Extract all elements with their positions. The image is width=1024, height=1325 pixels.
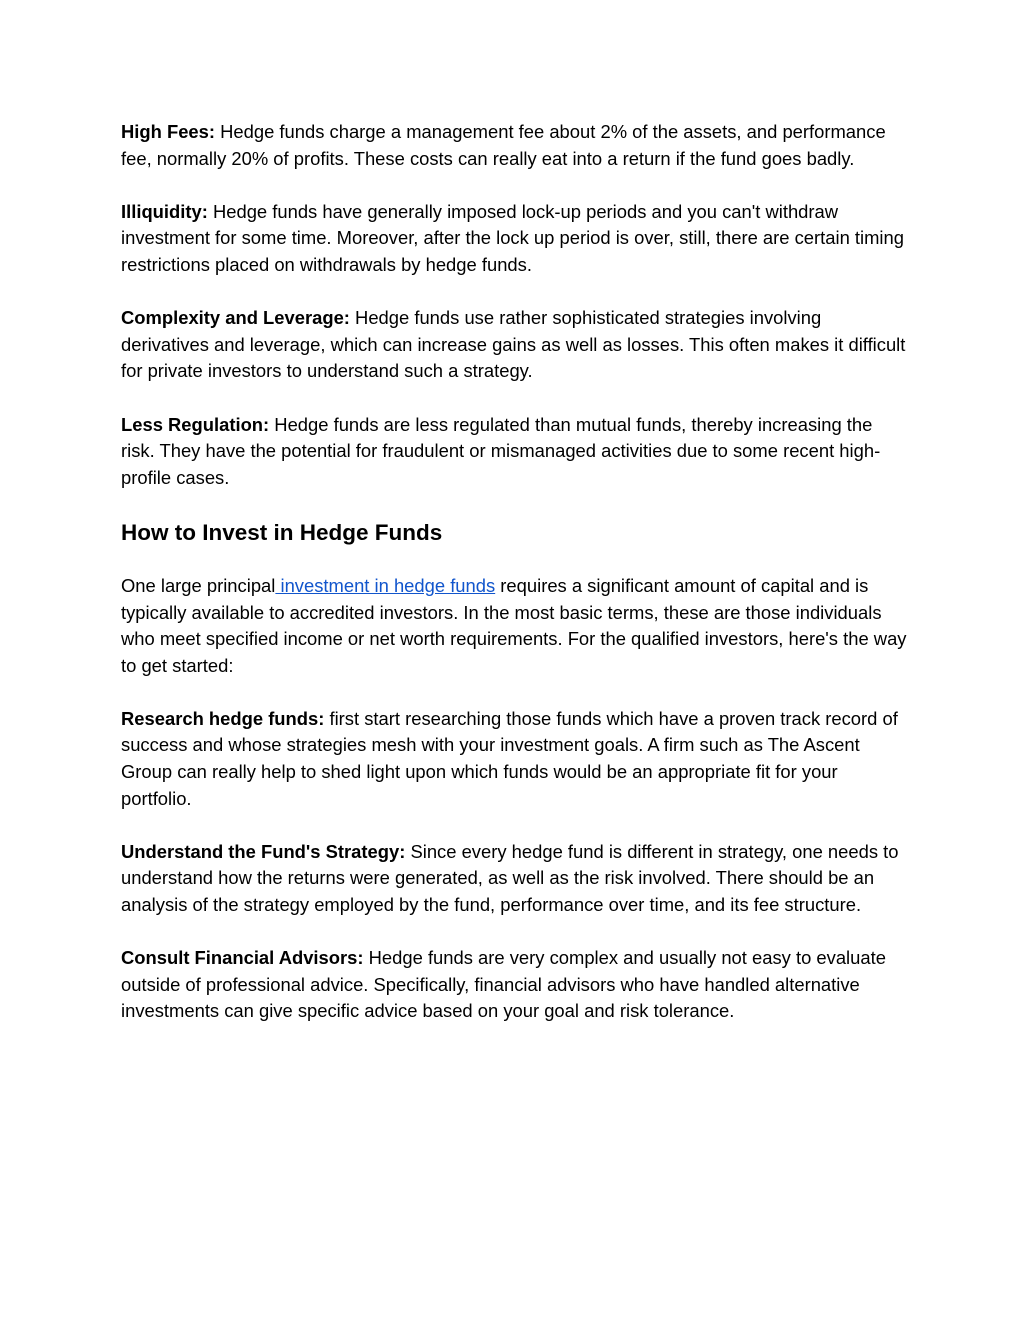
paragraph-intro <box>121 573 911 679</box>
text-strategy: Since every hedge fund is different in strategy, one needs to understand how the returns were generated, as well as the risk involved. There should be an analysis of the strategy employed by the fund, performance over time, and its fee structure. <box>121 840 899 916</box>
paragraph-strategy <box>121 839 911 919</box>
term-high-fees: High Fees: <box>121 121 216 142</box>
text-less-regulation: Hedge funds are less regulated than mutual funds, thereby increasing the risk. They have the potential for fraudulent or mismanaged activities due to some recent high-profile cases. <box>121 413 881 488</box>
term-illiquidity: Illiquidity: <box>121 200 208 222</box>
investment-link[interactable]: investment in hedge funds <box>275 574 496 596</box>
text-advisors: Hedge funds are very complex and usually not easy to evaluate outside of professional advice. Specifically, financial advisors who have handled alternative investments can give specific advice based on your goal and risk tolerance. <box>121 947 886 1022</box>
paragraph-complexity-leverage <box>121 305 911 385</box>
paragraph-less-regulation <box>121 412 911 492</box>
term-strategy: Understand the Fund's Strategy: <box>121 840 406 862</box>
text-research: first start researching those funds which have a proven track record of success and whose strategies mesh with your investment goals. A firm such as The Ascent Group can really help to shed light upon which funds would be an appropriate fit for your portfolio. <box>121 707 898 809</box>
text-illiquidity: Hedge funds have generally imposed lock-up periods and you can't withdraw investment for some time. Moreover, after the lock up period is over, still, there are certain timing restrictions placed on withdrawals by hedge funds. <box>121 200 904 275</box>
document-page <box>121 119 911 1052</box>
text-high-fees: Hedge funds charge a management fee about 2% of the assets, and performance fee, normally 20% of profits. These costs can really eat into a return if the fund goes badly. <box>121 121 886 169</box>
term-complexity-leverage: Complexity and Leverage: <box>121 307 350 329</box>
intro-text-after-link: requires a significant amount of capital and is typically available to accredited investors. In the most basic terms, these are those individuals who meet specified income or net worth requirements. For the qualified investors, here's the way to get started: <box>121 574 907 676</box>
paragraph-illiquidity <box>121 199 911 279</box>
paragraph-research <box>121 706 911 812</box>
term-advisors: Consult Financial Advisors: <box>121 947 364 969</box>
section-heading: How to Invest in Hedge Funds <box>121 519 443 545</box>
term-research: Research hedge funds: <box>121 707 325 729</box>
paragraph-advisors <box>121 945 911 1025</box>
term-less-regulation: Less Regulation: <box>121 413 270 435</box>
paragraph-high-fees <box>121 119 911 172</box>
text-complexity-leverage: Hedge funds use rather sophisticated strategies involving derivatives and leverage, which can increase gains as well as losses. This often makes it difficult for private investors to understand such a strategy. <box>121 307 906 382</box>
intro-text-before-link: One large principal <box>121 574 276 596</box>
